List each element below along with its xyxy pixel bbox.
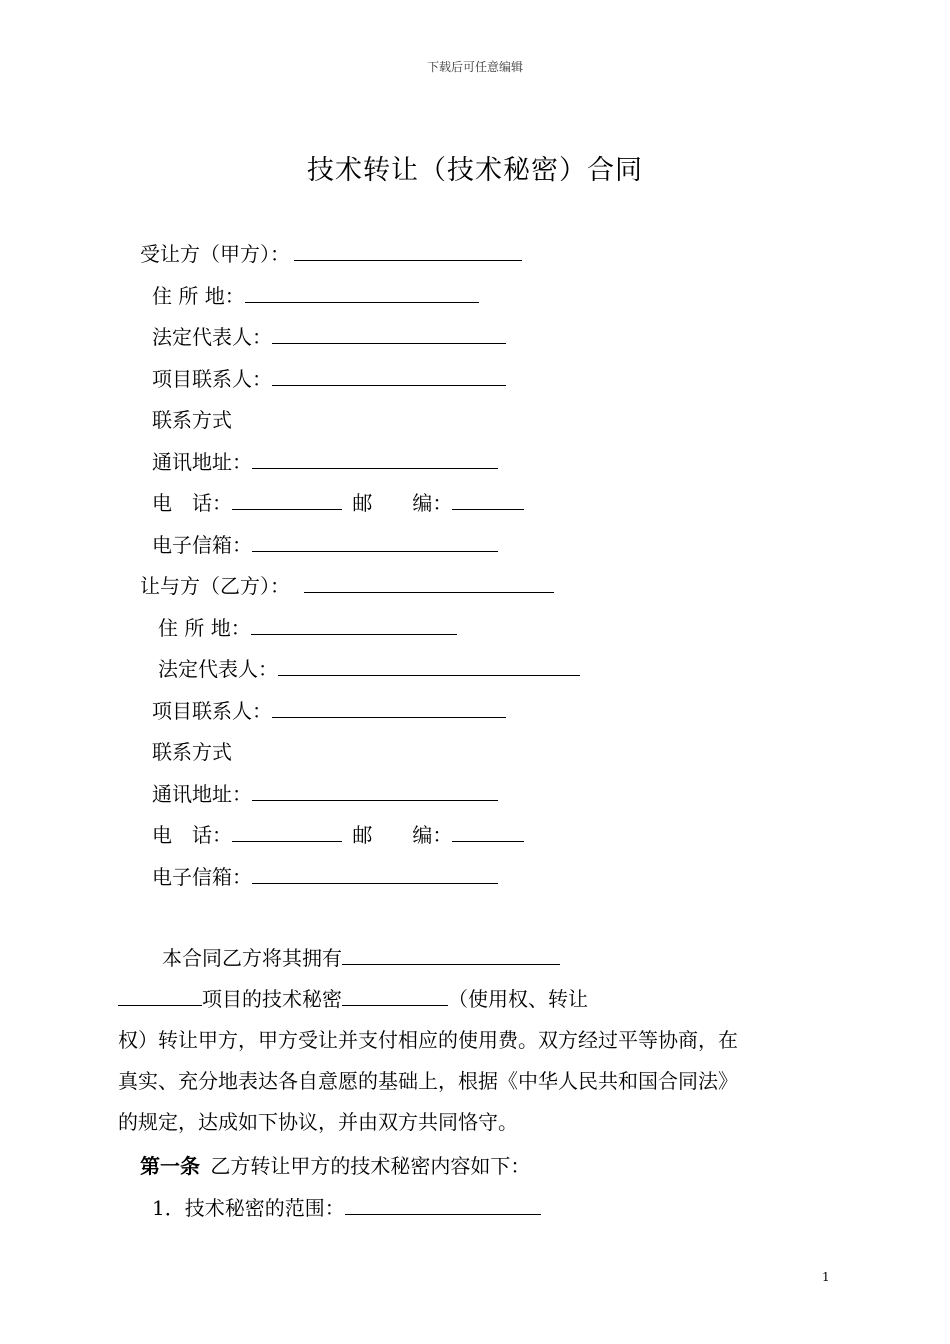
party-a-name-blank (294, 240, 522, 261)
party-b-email-blank (252, 863, 498, 884)
intro-text-1: 本合同乙方将其拥有 (162, 946, 342, 970)
party-a-contact-blank (272, 365, 506, 386)
party-a-phone-blank (232, 489, 342, 510)
party-a-address-row (152, 282, 479, 310)
party-a-mail-blank (252, 448, 498, 469)
party-a-phone-label: 电 话： (152, 491, 232, 515)
party-b-contact-row (152, 697, 506, 725)
party-a-address-blank (245, 282, 479, 303)
party-a-legal-rep-row (152, 323, 506, 351)
party-b-mail-blank (252, 780, 498, 801)
intro-text-2a: 项目的技术秘密 (202, 987, 342, 1011)
party-a-postcode-blank (452, 489, 524, 510)
party-b-postcode-blank (452, 821, 524, 842)
party-b-phone-blank (232, 821, 342, 842)
party-a-phone-row (152, 489, 524, 517)
party-b-email-row (152, 863, 498, 891)
article-1-row (140, 1152, 530, 1180)
party-a-postcode-label: 邮 编： (352, 491, 453, 515)
page-number: 1 (822, 1270, 830, 1284)
party-a-heading-row (140, 240, 522, 268)
right-type-blank (342, 985, 448, 1006)
party-b-contact-blank (272, 697, 506, 718)
party-a-contact-label: 项目联系人： (152, 367, 272, 391)
party-b-heading: 让与方（乙方）： (140, 574, 290, 598)
party-b-email-label: 电子信箱： (152, 865, 252, 889)
contract-intro-paragraph (118, 938, 818, 1143)
intro-text-2b: （使用权、转让 (448, 987, 588, 1011)
party-b-mail-label: 通讯地址： (152, 782, 252, 806)
party-a-address-label: 住 所 地： (152, 284, 245, 308)
party-a-contact-row (152, 365, 506, 393)
intro-line-1 (118, 938, 818, 979)
party-b-address-label: 住 所 地： (158, 616, 251, 640)
party-b-mail-row (152, 780, 498, 808)
party-a-heading: 受让方（甲方）： (140, 242, 290, 266)
project-name-blank (118, 985, 202, 1006)
item-1-row (152, 1194, 541, 1222)
party-b-phone-row (152, 821, 524, 849)
party-b-legal-rep-label: 法定代表人： (158, 657, 278, 681)
party-a-mail-label: 通讯地址： (152, 450, 252, 474)
document-title: 技术转让（技术秘密）合同 (307, 155, 643, 186)
party-a-email-blank (252, 531, 498, 552)
party-b-name-blank (304, 572, 554, 593)
party-b-postcode-label: 邮 编： (352, 823, 453, 847)
party-b-phone-label: 电 话： (152, 823, 232, 847)
party-b-contact-method: 联系方式 (152, 740, 232, 764)
party-b-heading-row (140, 572, 554, 600)
project-owner-blank (342, 944, 560, 965)
page-header: 下载后可任意编辑 (426, 60, 523, 74)
party-a-legal-rep-blank (272, 323, 506, 344)
article-1-text: 乙方转让甲方的技术秘密内容如下： (210, 1154, 531, 1178)
party-b-address-row (158, 614, 457, 642)
intro-line-4: 真实、充分地表达各自意愿的基础上，根据《中华人民共和国合同法》 (118, 1069, 738, 1093)
intro-line-3: 权）转让甲方，甲方受让并支付相应的使用费。双方经过平等协商，在 (118, 1028, 738, 1052)
party-b-legal-rep-row (158, 655, 580, 683)
intro-line-5: 的规定，达成如下协议，并由双方共同恪守。 (118, 1110, 518, 1134)
party-b-contact-label: 项目联系人： (152, 699, 272, 723)
party-a-email-row (152, 531, 498, 559)
party-a-email-label: 电子信箱： (152, 533, 252, 557)
party-b-legal-rep-blank (278, 655, 580, 676)
party-a-contact-method: 联系方式 (152, 408, 232, 432)
party-a-legal-rep-label: 法定代表人： (152, 325, 272, 349)
item-1-blank (345, 1194, 541, 1215)
party-a-mail-row (152, 448, 498, 476)
article-1-title: 第一条 (140, 1154, 200, 1178)
item-1-label: 1．技术秘密的范围： (152, 1196, 345, 1220)
party-b-address-blank (251, 614, 457, 635)
intro-line-2 (118, 979, 818, 1020)
